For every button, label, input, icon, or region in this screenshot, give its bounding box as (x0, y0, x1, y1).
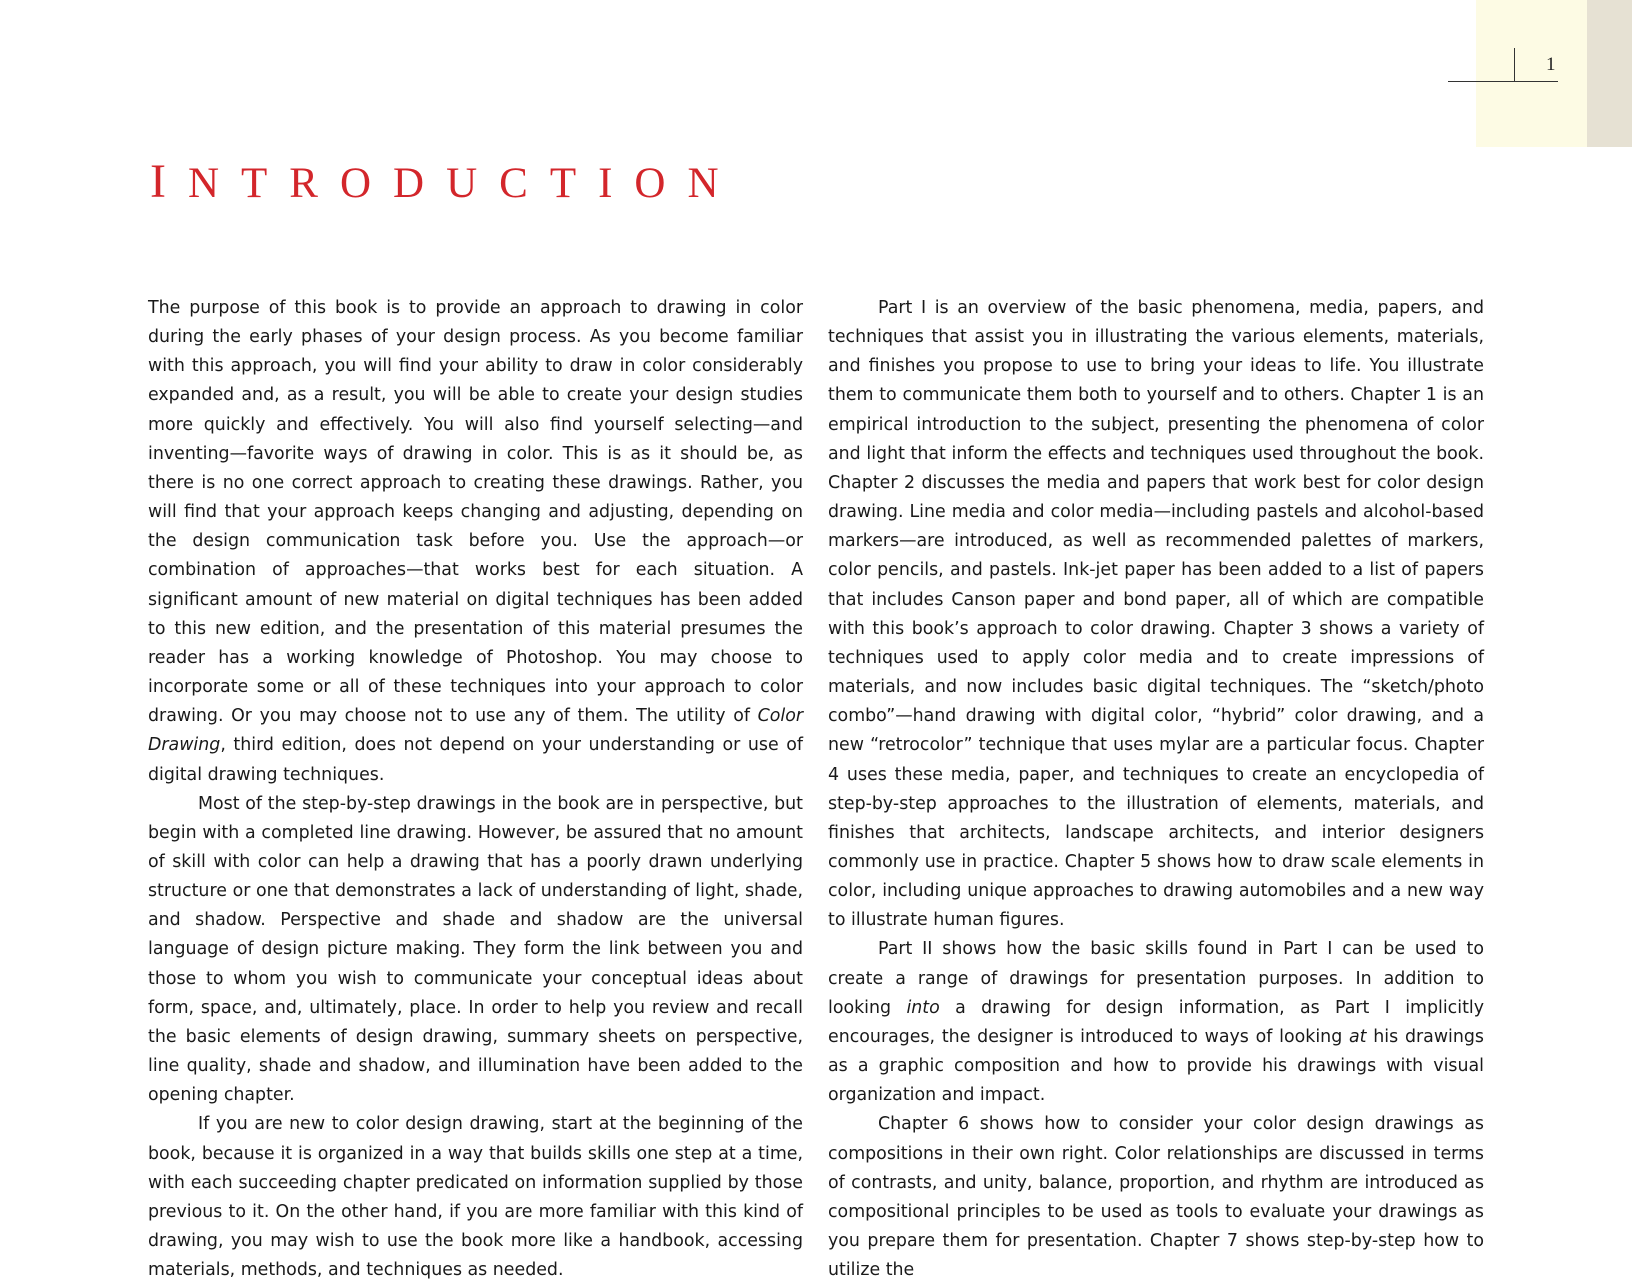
page-number: 1 (1546, 54, 1556, 75)
folio-rule-vertical (1514, 48, 1515, 81)
right-paragraph-1: Part I is an overview of the basic phenomena, media, papers, and techniques that assist you in illustrating the various elements, materials, and finishes you propose to use to bring your ideas to life. You illustrate them to communicate them both to yourself and to others. Chapter 1 is an empirical introduction to the subject, presenting the phenomena of color and light that inform the effects and techniques used throughout the book. Chapter 2 discusses the media and papers that work best for color design drawing. Line media and color media—including pastels and alcohol-based markers—are introduced, as well as recommended palettes of markers, color pencils, and pastels. Ink-jet paper has been added to a list of papers that includes Canson paper and bond paper, all of which are compatible with this book’s approach to color drawing. Chapter 3 shows a variety of techniques used to apply color media and to create impressions of materials, and now includes basic digital techniques. The “sketch/photo combo”—hand drawing with digital color, “hybrid” color drawing, and a new “retrocolor” technique that uses mylar are a particular focus. Chapter 4 uses these media, paper, and techniques to create an encyclopedia of step-by-step approaches to the illustration of elements, materials, and finishes that architects, landscape architects, and interior designers commonly use in practice. Chapter 5 shows how to draw scale elements in color, including unique approaches to drawing automobiles and a new way to illustrate human figures. (828, 298, 1484, 931)
left-paragraph-2: Most of the step-by-step drawings in the book are in perspective, but begin with a completed line drawing. However, be assured that no amount of skill with color can help a drawing that has a poorly drawn underlying structure or one that demonstrates a lack of understanding of light, shade, and shadow. Perspective and shade and shadow are the universal language of design picture making. They form the link between you and those to whom you wish to communicate your conceptual ideas about form, space, and, ultimately, place. In order to help you review and recall the basic elements of design drawing, summary sheets on perspective, line quality, shade and shadow, and illumination have been added to the opening chapter. (148, 793, 803, 1106)
left-column (148, 294, 803, 1285)
chapter-title: INTRODUCTION (150, 155, 741, 208)
left-paragraph-1: The purpose of this book is to provide an approach to drawing in color during the early phases of your design process. As you become familiar with this approach, you will find your ability to draw in color considerably expanded and, as a result, you will be able to create your design studies more quickly and effectively. You will also find yourself selecting—and inventing—favorite ways of drawing in color. This is as it should be, as there is no one correct approach to creating these drawings. Rather, you will find that your approach keeps changing and adjusting, depending on the design communication task before you. Use the approach—or combination of approaches—that works best for each situation. A significant amount of new material on digital techniques has been added to this new edition, and the presentation of this material presumes the reader has a working knowledge of Photoshop. You may choose to incorporate some or all of these techniques into your approach to color drawing. Or you may choose not to use any of them. The utility of Color Drawing, third edition, does not depend on your understanding or use of digital drawing techniques. (148, 298, 803, 785)
book-title: Color Drawing (148, 706, 803, 756)
left-paragraph-3: If you are new to color design drawing, start at the beginning of the book, because it is organized in a way that builds skills one step at a time, with each succeeding chapter predicated on information supplied by those previous to it. On the other hand, if you are more familiar with this kind of drawing, you may wish to use the book more like a handbook, accessing materials, methods, and techniques as needed. (148, 1114, 803, 1281)
page-tab-cream (1476, 0, 1587, 147)
right-column (828, 294, 1484, 1285)
page-tab-edge (1587, 0, 1632, 147)
right-paragraph-3: Chapter 6 shows how to consider your color design drawings as compositions in their own right. Color relationships are discussed in terms of contrasts, and unity, balance, proportion, and rhythm are introduced as compositional principles to be used as tools to evaluate your drawings as you prepare them for presentation. Chapter 7 shows step-by-step how to utilize the (828, 1114, 1484, 1281)
right-paragraph-2: Part II shows how the basic skills found in Part I can be used to create a range of drawings for presentation purposes. In addition to looking into a drawing for design information, as Part I implicitly encourages, the designer is introduced to ways of looking at his drawings as a graphic composition and how to provide his drawings with visual organization and impact. (828, 939, 1485, 1106)
folio-rule-horizontal (1448, 81, 1558, 82)
